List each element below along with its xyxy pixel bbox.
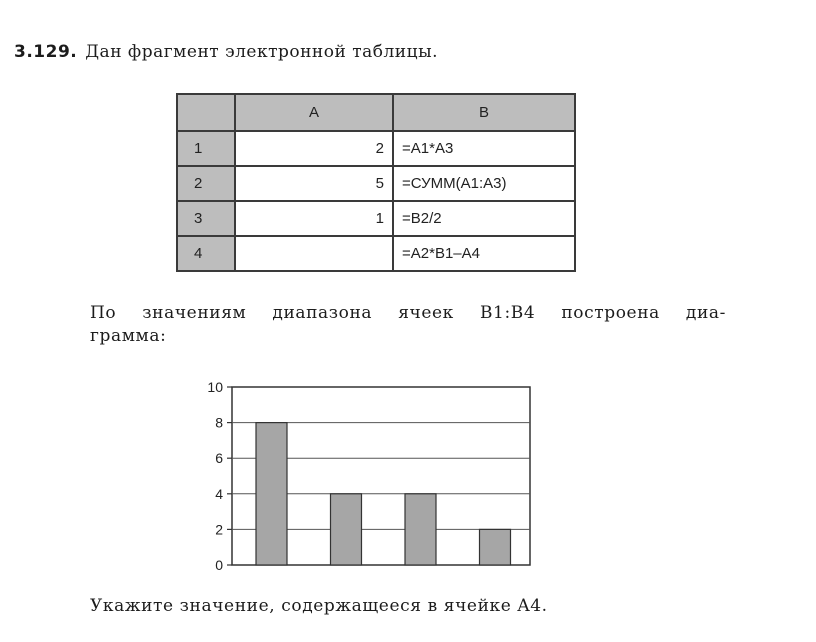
row-header: 2 <box>177 166 235 201</box>
question-text: Укажите значение, содержащееся в ячейке A4. <box>90 596 548 616</box>
problem-header <box>14 42 438 62</box>
y-tick-label: 8 <box>215 414 223 431</box>
cell-b2: =СУММ(A1:A3) <box>393 166 575 201</box>
table-row <box>177 166 575 201</box>
cell-a4 <box>235 236 393 271</box>
bar-b2 <box>331 494 362 565</box>
spreadsheet-fragment <box>176 93 576 272</box>
cell-b1: =A1*A3 <box>393 131 575 166</box>
table-row <box>177 201 575 236</box>
cell-b4: =A2*B1–A4 <box>393 236 575 271</box>
y-tick-label: 6 <box>215 450 223 467</box>
cell-b3: =B2/2 <box>393 201 575 236</box>
chart-description-line-2: грамма: <box>90 326 167 346</box>
problem-number: 3.129. <box>14 42 78 62</box>
bar-b3 <box>405 494 436 565</box>
column-header-a: A <box>235 94 393 131</box>
row-header: 4 <box>177 236 235 271</box>
y-tick-label: 2 <box>215 521 223 538</box>
header-row <box>177 94 575 131</box>
row-header: 1 <box>177 131 235 166</box>
bar-b1 <box>256 423 287 565</box>
table-row <box>177 131 575 166</box>
cell-a1: 2 <box>235 131 393 166</box>
table-row <box>177 236 575 271</box>
corner-cell <box>177 94 235 131</box>
row-header: 3 <box>177 201 235 236</box>
problem-statement: Дан фрагмент электронной таблицы. <box>85 42 439 62</box>
chart-description-line-1: По значениям диапазона ячеек B1:B4 построена диа- <box>90 303 726 323</box>
y-tick-label: 0 <box>215 557 223 573</box>
cell-a2: 5 <box>235 166 393 201</box>
bar-b4 <box>480 529 511 565</box>
bar-chart <box>190 378 550 578</box>
y-tick-label: 10 <box>207 379 223 395</box>
cell-a3: 1 <box>235 201 393 236</box>
y-tick-label: 4 <box>215 485 223 502</box>
column-header-b: B <box>393 94 575 131</box>
